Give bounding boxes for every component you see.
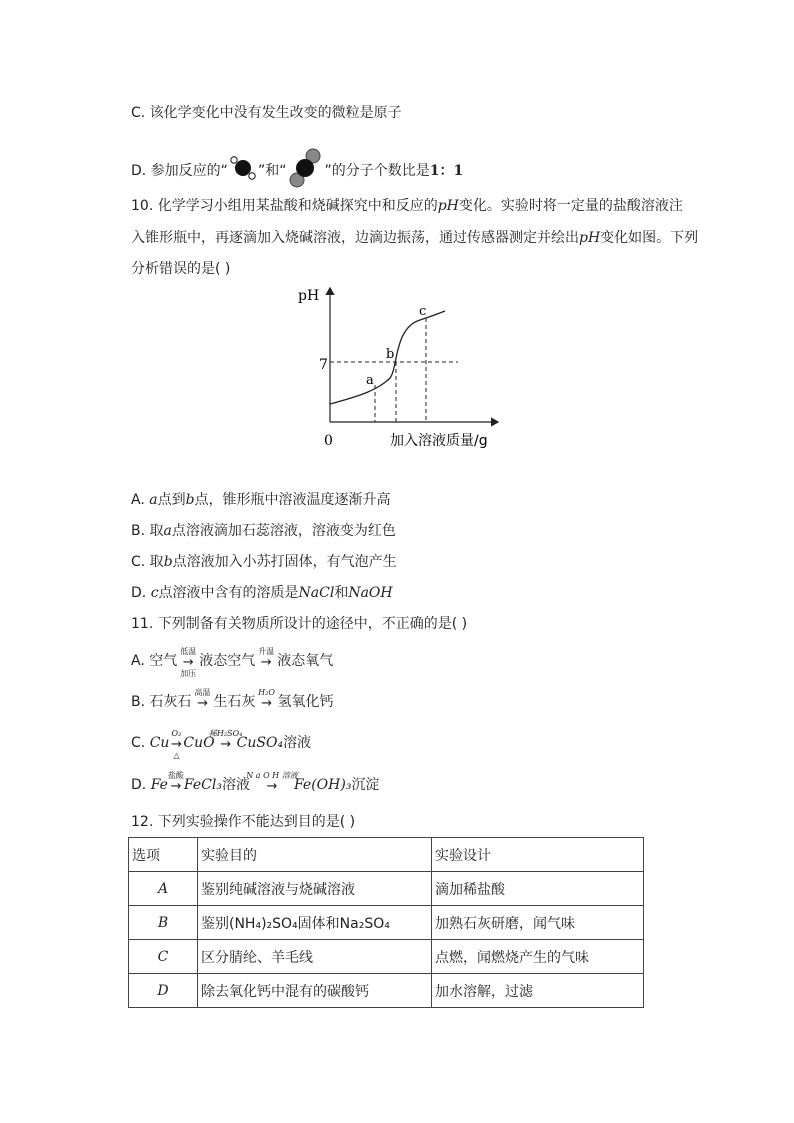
q10-line1-text: 10. 化学学习小组用某盐酸和烧碱探究中和反应的: [131, 198, 438, 214]
table-row: [129, 974, 644, 1008]
opt-text: 溶液: [283, 735, 312, 751]
opt-prefix: B. 取: [131, 523, 164, 539]
arrow-condition-top: 低温: [180, 647, 197, 656]
ph-symbol: pH: [437, 198, 459, 214]
var-a: a: [149, 492, 158, 508]
q10-line1-end: 变化。实验时将一定量的盐酸溶液注: [458, 198, 683, 214]
opt-prefix: C. 取: [131, 554, 164, 570]
molecule-black-with-small-atoms-icon: [228, 155, 258, 187]
q9-option-d: [131, 148, 463, 194]
var-b: b: [185, 492, 195, 508]
right-arrow-icon: →: [197, 696, 208, 711]
q10-option-a: [131, 490, 391, 510]
opt-prefix: D.: [131, 585, 151, 601]
arrow-condition-top: 稀H₂SO₄: [208, 729, 243, 738]
opt-text: 溶液: [221, 777, 250, 793]
right-arrow-icon: →: [261, 696, 272, 711]
q10-option-d: [131, 583, 393, 603]
opt-text: 点溶液加入小苏打固体，有气泡产生: [172, 554, 397, 570]
point-label-b: b: [386, 347, 395, 362]
table-header-cell: 实验设计: [432, 838, 644, 872]
q9-option-c: C. 该化学变化中没有发生改变的微粒是原子: [131, 105, 402, 121]
q10-line2-end: 变化如图。下列: [600, 230, 699, 246]
opt-text: 氢氧化钙: [277, 694, 334, 710]
q10-stem-line-3: 分析错误的是( ): [131, 261, 231, 277]
opt-text: 点溶液中含有的溶质是: [158, 585, 299, 601]
arrow-condition-top: H₂O: [258, 688, 275, 697]
table-cell-purpose: 鉴别纯碱溶液与烧碱溶液: [198, 872, 432, 906]
arrow-condition-bottom: 加压: [180, 669, 197, 678]
reaction-arrow: [208, 729, 243, 753]
formula-fe: Fe: [150, 777, 168, 793]
q11-option-b: [131, 688, 334, 712]
table-header-cell: 实验目的: [198, 838, 432, 872]
ph-titration-chart: [290, 280, 510, 455]
right-arrow-icon: →: [266, 779, 278, 794]
opt-text: A. 空气: [131, 653, 178, 669]
right-arrow-icon: →: [170, 737, 182, 752]
point-label-a: a: [366, 373, 374, 388]
formula-cuso4: CuSO₄: [236, 735, 284, 751]
q11-stem: 11. 下列制备有关物质所设计的途径中，不正确的是( ): [131, 616, 468, 632]
q10-option-b: [131, 521, 396, 541]
molecule-black-with-gray-atoms-icon: [286, 148, 324, 194]
table-cell-purpose: 除去氧化钙中混有的碳酸钙: [198, 974, 432, 1008]
opt-text: 和: [334, 585, 349, 601]
formula-naoh: NaOH: [348, 585, 393, 601]
q10-stem-line-1: [131, 196, 683, 216]
opt-prefix: D.: [131, 777, 151, 793]
table-cell-design: 加熟石灰研磨，闻气味: [432, 906, 644, 940]
q9-option-d-ratio: 1：1: [429, 163, 464, 179]
arrow-condition-top: 升温: [258, 647, 275, 656]
table-cell-design: 加水溶解，过滤: [432, 974, 644, 1008]
table-cell-design: 滴加稀盐酸: [432, 872, 644, 906]
q12-stem: 12. 下列实验操作不能达到目的是( ): [131, 814, 356, 830]
formula-nacl: NaCl: [298, 585, 335, 601]
q11-option-d: [131, 771, 380, 795]
opt-prefix: A.: [131, 492, 150, 508]
reaction-arrow: [255, 647, 277, 671]
table-row: [129, 872, 644, 906]
var-a: a: [163, 523, 172, 539]
x-axis-label: 加入溶液质量/g: [390, 433, 488, 449]
heat-triangle-icon: △: [173, 751, 180, 760]
point-label-c: c: [419, 304, 427, 319]
q9-option-d-mid: ”和“: [257, 163, 287, 179]
arrow-condition-top: 盐酸: [167, 771, 184, 780]
formula-cuo: CuO: [183, 735, 215, 751]
q11-option-a: [131, 647, 334, 678]
table-row: [129, 906, 644, 940]
opt-text: 点到: [157, 492, 186, 508]
q9-option-d-suffix: ”的分子个数比是: [324, 163, 430, 179]
y-axis-label: pH: [298, 288, 320, 304]
opt-text: 点溶液滴加石蕊溶液，溶液变为红色: [171, 523, 396, 539]
opt-text: 液态空气: [199, 653, 256, 669]
reaction-arrow: [246, 771, 298, 795]
experiment-table: [128, 837, 644, 1008]
arrow-condition-top: 高温: [194, 688, 211, 697]
q10-line2-text: 入锥形瓶中，再逐滴加入烧碱溶液，边滴边振荡，通过传感器测定并绘出: [131, 230, 579, 246]
table-header-row: [129, 838, 644, 872]
right-arrow-icon: →: [182, 655, 194, 670]
var-c: c: [150, 585, 159, 601]
table-row: [129, 940, 644, 974]
opt-text: 点，锥形瓶中溶液温度逐渐升高: [194, 492, 391, 508]
reaction-arrow: [177, 647, 199, 678]
reaction-arrow: [167, 771, 184, 795]
reaction-arrow: [192, 688, 214, 712]
table-header-cell: 选项: [129, 838, 198, 872]
table-cell-option: A: [129, 872, 198, 906]
table-cell-option: B: [129, 906, 198, 940]
arrow-condition-top: N a O H 溶液: [246, 771, 298, 780]
origin-label: 0: [324, 433, 333, 449]
reaction-arrow: [169, 729, 183, 760]
opt-text: 沉淀: [351, 777, 380, 793]
formula-cu: Cu: [149, 735, 170, 751]
formula-fecl3: FeCl₃: [183, 777, 222, 793]
table-cell-purpose: 区分腈纶、羊毛线: [198, 940, 432, 974]
y-tick-7: 7: [319, 357, 328, 373]
right-arrow-icon: →: [260, 655, 272, 670]
var-b: b: [163, 554, 173, 570]
opt-text: B. 石灰石: [131, 694, 192, 710]
opt-prefix: C.: [131, 735, 150, 751]
ph-symbol: pH: [579, 230, 601, 246]
table-cell-purpose: 鉴别(NH₄)₂SO₄固体和Na₂SO₄: [198, 906, 432, 940]
reaction-arrow: [256, 688, 278, 712]
q10-stem-line-2: [131, 228, 698, 248]
right-arrow-icon: →: [170, 779, 182, 794]
q9-option-d-prefix: D. 参加反应的“: [131, 163, 228, 179]
q11-option-c: [131, 729, 312, 760]
table-cell-option: D: [129, 974, 198, 1008]
table-cell-option: C: [129, 940, 198, 974]
table-cell-design: 点燃，闻燃烧产生的气味: [432, 940, 644, 974]
arrow-condition-top: O₂: [171, 729, 182, 738]
q10-option-c: [131, 552, 397, 572]
opt-text: 生石灰: [213, 694, 256, 710]
right-arrow-icon: →: [220, 737, 232, 752]
opt-text: 液态氧气: [277, 653, 334, 669]
formula-feoh3: Fe(OH)₃: [293, 777, 352, 793]
